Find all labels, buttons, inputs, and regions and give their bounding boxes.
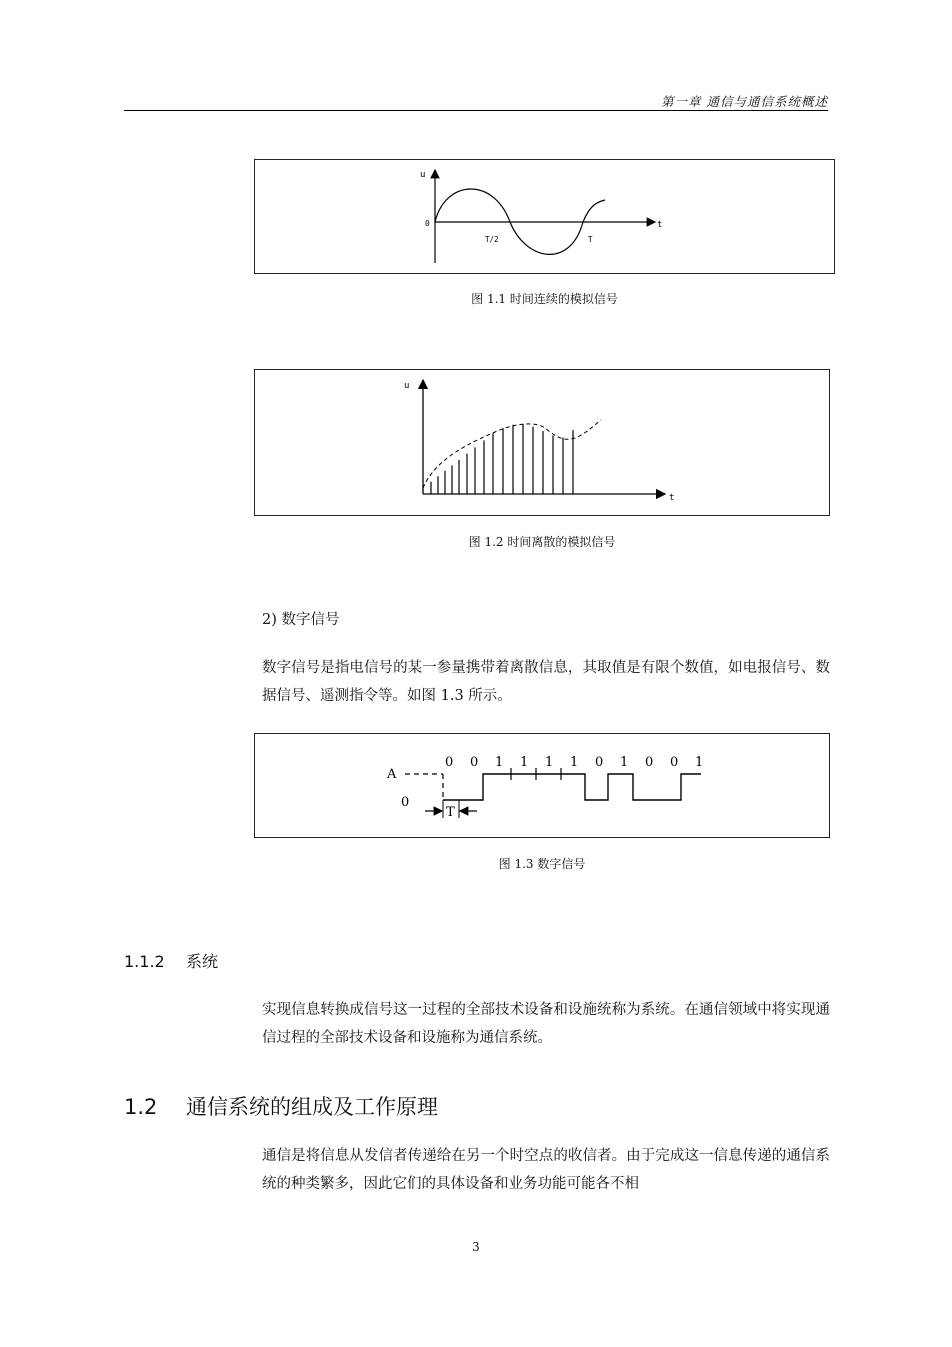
- digital-waveform: [443, 774, 701, 800]
- t-label: t: [669, 493, 675, 503]
- header-rule: [124, 110, 828, 111]
- bit-label: 1: [495, 755, 504, 770]
- bit-label: 1: [545, 755, 554, 770]
- section-number: 1.1.2: [124, 952, 165, 971]
- section-title: 系统: [186, 952, 219, 971]
- bit-label: 0: [445, 755, 454, 770]
- bit-label: 0: [470, 755, 479, 770]
- bit-label: 0: [670, 755, 679, 770]
- bit-label: 1: [520, 755, 529, 770]
- origin-label: 0: [425, 219, 430, 228]
- u-label: u: [404, 381, 410, 391]
- t-label: t: [657, 220, 663, 230]
- figure-1-3-caption: 图 1.3 数字信号: [498, 857, 586, 871]
- u-label: u: [420, 170, 426, 180]
- running-header: 第一章 通信与通信系统概述: [661, 94, 828, 109]
- bit-label: 0: [595, 755, 604, 770]
- period-label: T: [446, 805, 455, 820]
- system-paragraph: 实现信息转换成信号这一过程的全部技术设备和设施统称为系统。在通信领域中将实现通信过程的全部技术设备和设施称为通信系统。: [262, 1002, 830, 1046]
- level-zero-label: 0: [401, 795, 410, 810]
- page-number: 3: [472, 1240, 480, 1254]
- bit-label: 1: [620, 755, 629, 770]
- level-a-label: A: [387, 767, 397, 782]
- sample-lines: [431, 424, 573, 494]
- figure-1-1-caption: 图 1.1 时间连续的模拟信号: [471, 292, 618, 306]
- figure-1-3: [254, 733, 830, 838]
- figure-1-3-graphic: [255, 734, 831, 839]
- section-number: 1.2: [124, 1095, 158, 1119]
- figure-1-2: [254, 369, 830, 516]
- bit-label: 0: [645, 755, 654, 770]
- figure-1-1-graphic: [255, 160, 836, 275]
- bit-labels: [445, 755, 703, 770]
- figure-1-2-caption: 图 1.2 时间离散的模拟信号: [468, 535, 616, 549]
- comm-paragraph: 通信是将信息从发信者传递给在另一个时空点的收信者。由于完成这一信息传递的通信系统的种类繁多，因此它们的具体设备和业务功能可能各不相: [262, 1148, 830, 1192]
- figure-1-2-graphic: [255, 370, 831, 517]
- envelope-curve: [423, 420, 601, 488]
- figure-1-1: [254, 159, 835, 274]
- section-heading-1-1-2: [124, 949, 218, 972]
- section-title: 通信系统的组成及工作原理: [186, 1095, 438, 1119]
- bit-label: 1: [570, 755, 579, 770]
- period-label: T: [588, 235, 593, 244]
- bit-label: 1: [695, 755, 704, 770]
- digital-heading: 2) 数字信号: [262, 612, 340, 628]
- half-period-label: T/2: [485, 235, 499, 244]
- digital-paragraph: 数字信号是指电信号的某一参量携带着离散信息，其取值是有限个数值，如电报信号、数据信号、遥测指令等。如图 1.3 所示。: [262, 660, 830, 704]
- section-heading-1-2: [124, 1091, 438, 1121]
